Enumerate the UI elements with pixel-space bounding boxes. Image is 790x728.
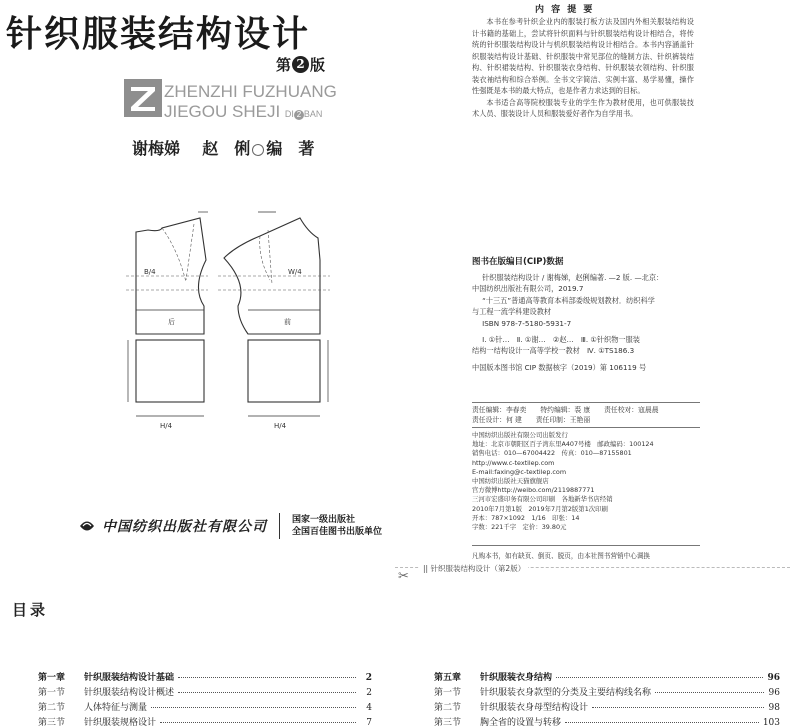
synopsis <box>472 16 694 120</box>
toc-entry-title: 针织服装规格设计 <box>84 718 157 728</box>
toc-entry-page: 103 <box>762 718 780 728</box>
garment-pattern-diagram <box>108 210 348 435</box>
toc-entry[interactable] <box>434 670 780 683</box>
cip-line-4: 与工程一流学科建设教材 <box>472 307 552 317</box>
pinyin-line-1: ZHENZHI FUZHUANG <box>164 82 337 101</box>
divider <box>472 402 700 403</box>
cip-line-7: 结构一结构设计一高等学校一教材 Ⅳ. ①TS186.3 <box>472 346 635 356</box>
editor-3: 责任校对：寇晨晨 <box>604 406 659 414</box>
pub-line-9: 2010年7月第1版 2019年7月第2版第1次印刷 <box>472 504 608 513</box>
synopsis-title: 内 容 提 要 <box>535 5 595 15</box>
running-header: || 针织服装结构设计（第2版） <box>420 563 528 574</box>
scissors-icon: ✂ <box>398 569 409 584</box>
toc-leader <box>556 677 763 678</box>
pub-line-4: http://www.c-textilep.com <box>472 458 555 467</box>
pattern-label-front: 前 <box>284 318 291 326</box>
publication-info <box>472 431 707 532</box>
pinyin-edition <box>285 109 323 119</box>
toc-entry[interactable] <box>38 685 372 698</box>
author-1: 谢梅娣 <box>132 139 181 158</box>
cip-line-3: “十三五”普通高等教育本科部委级规划教材．纺织科学 <box>482 295 655 305</box>
editor-2: 特约编辑：裘 康 <box>540 406 591 414</box>
pub-line-7: 官方微博http://weibo.com/2119887771 <box>472 486 595 495</box>
pub-line-2: 地址：北京市朝阳区百子湾东里A407号楼 邮政编码：100124 <box>472 440 654 449</box>
toc-entry-page: 2 <box>365 673 372 683</box>
toc-entry[interactable] <box>434 700 780 713</box>
toc-leader <box>151 707 356 708</box>
z-logo-icon <box>124 79 162 117</box>
cip-block <box>472 272 707 373</box>
toc-entry-page: 2 <box>366 688 372 698</box>
pub-line-8: 三河市宏盛印务有限公司印刷 各地新华书店经销 <box>472 495 613 504</box>
cip-line-6: Ⅰ. ①针… Ⅱ. ①谢… ②赵… Ⅲ. ①针织物一服装 <box>482 335 640 345</box>
toc-entry-page: 98 <box>768 703 780 713</box>
toc-entry-title: 针织服装衣身款型的分类及主要结构线名称 <box>480 688 652 698</box>
toc-entry[interactable] <box>434 685 780 698</box>
pub-line-3: 销售电话：010—67004422 传真：010—87155801 <box>472 449 632 458</box>
pinyin-edition-num: 2 <box>294 110 304 120</box>
toc-entry-title: 针织服装衣身母型结构设计 <box>480 703 589 713</box>
author-2: 赵 俐 <box>202 139 251 158</box>
toc-entry-number: 第二节 <box>434 703 462 713</box>
author-role: 编 著 <box>266 139 315 158</box>
award-line-2: 全国百佳图书出版单位 <box>292 527 383 537</box>
edition-number: 2 <box>292 56 309 73</box>
toc-entry-number: 第五章 <box>434 673 462 683</box>
editors-block <box>472 405 707 425</box>
toc-entry-number: 第一节 <box>38 688 66 698</box>
cip-line-1: 针织服装结构设计 / 谢梅娣，赵俐编著. —2 版. —北京： <box>482 273 664 282</box>
cip-number: 中国版本图书馆 CIP 数据核字（2019）第 106119 号 <box>472 362 647 372</box>
pinyin-edition-a: DI <box>284 109 294 119</box>
cover-authors <box>132 136 314 159</box>
toc-entry-page: 96 <box>767 673 780 683</box>
pub-line-6: 中国纺织出版社天猫旗舰店 <box>472 477 549 486</box>
toc-entry-page: 96 <box>768 688 780 698</box>
toc-leader <box>655 692 764 693</box>
toc-entry-number: 第一章 <box>38 673 66 683</box>
toc-entry-number: 第一节 <box>434 688 462 698</box>
award-line-1: 国家一级出版社 <box>292 515 356 525</box>
pinyin-edition-b: BAN <box>303 109 323 119</box>
cip-title: 图书在版编目(CIP)数据 <box>472 257 564 267</box>
pattern-label-b: B/4 <box>144 268 156 276</box>
edition-label <box>276 54 325 75</box>
cover-title: 针织服装结构设计 <box>6 13 311 55</box>
replacement-notice: 凡购本书，如有缺页、倒页、脱页，由本社图书营销中心调换 <box>472 552 651 560</box>
toc-entry-title: 针织服装衣身结构 <box>480 673 553 683</box>
editor-4: 责任设计：何 建 <box>472 416 522 424</box>
synopsis-paragraph-1: 本书在参考针织企业内的服装打板方法及国内外相关服装结构设计书籍的基础上，尝试将针织面料与针织服装结构设计相结合，将传统的针织服装结构设计与机织服装结构设计相结合。本书内容涵盖针织服装结构设计基础、针织服装中常见部位的缝制方法、针织裤装结构、针织裙装结构、针织服装衣身结构、针织服装衣领结构、针织服装衣袖结构和综合举例。全书文字简洁、实例丰富、易学易懂，操作性强既是本书的最大特点，也是作者力求达到的目标。 <box>472 17 694 95</box>
edition-suffix: 版 <box>310 56 326 74</box>
toc-leader <box>565 722 759 723</box>
pattern-label-back: 后 <box>168 318 175 326</box>
divider <box>472 545 700 546</box>
synopsis-paragraph-2: 本书适合高等院校服装专业的学生作为教材使用，也可供服装技术人员、服装设计人员和服装爱好者作为自学用书。 <box>472 97 694 118</box>
toc-entry-page: 4 <box>366 703 372 713</box>
toc-entry-number: 第三节 <box>38 718 66 728</box>
edition-prefix: 第 <box>276 56 292 74</box>
cover-pinyin <box>164 82 337 124</box>
toc-leader <box>178 692 356 693</box>
publisher-award <box>292 514 382 538</box>
pattern-label-h-left: H/4 <box>160 422 173 430</box>
pattern-label-h-right: H/4 <box>274 422 287 430</box>
toc-entry-number: 第二节 <box>38 703 66 713</box>
toc-entry[interactable] <box>38 715 372 728</box>
pinyin-line-2-text: JIEGOU SHEJI <box>164 102 281 121</box>
publisher-emblem-icon <box>78 517 96 535</box>
editor-5: 责任印制：王艳丽 <box>535 416 591 424</box>
toc-leader <box>160 722 356 723</box>
toc-entry-title: 针织服装结构设计概述 <box>84 688 175 698</box>
editor-1: 责任编辑：李春奕 <box>472 406 527 414</box>
pub-line-10: 开本：787×1092 1/16 印张：14 <box>472 513 580 522</box>
toc-entry[interactable] <box>434 715 780 728</box>
toc-entry-title: 针织服装结构设计基础 <box>84 673 175 683</box>
cip-line-5: ISBN 978-7-5180-5931-7 <box>482 318 572 328</box>
pattern-label-w: W/4 <box>288 268 302 276</box>
pinyin-line-2 <box>164 102 337 124</box>
divider <box>472 427 700 428</box>
pub-line-11: 字数：221千字 定价：39.80元 <box>472 523 567 532</box>
pub-line-1: 中国纺织出版社有限公司出版发行 <box>472 431 568 439</box>
toc-leader <box>178 677 356 678</box>
toc-entry-title: 胸全省的设置与转移 <box>480 718 562 728</box>
publisher-logo <box>78 513 382 539</box>
toc-entry-number: 第三节 <box>434 718 462 728</box>
toc-entry-title: 人体特征与测量 <box>84 703 148 713</box>
toc-entry[interactable] <box>38 670 372 683</box>
toc-entry-page: 7 <box>366 718 372 728</box>
publisher-divider <box>279 513 280 539</box>
toc-title: 目录 <box>12 601 49 619</box>
pub-line-5: E-mail:faxing@c-textilep.com <box>472 467 567 476</box>
publisher-name: 中国纺织出版社有限公司 <box>102 519 267 535</box>
separator-circle-icon <box>252 144 264 156</box>
toc-entry[interactable] <box>38 700 372 713</box>
cip-line-2: 中国纺织出版社有限公司，2019.7 <box>472 284 584 294</box>
toc-leader <box>592 707 764 708</box>
